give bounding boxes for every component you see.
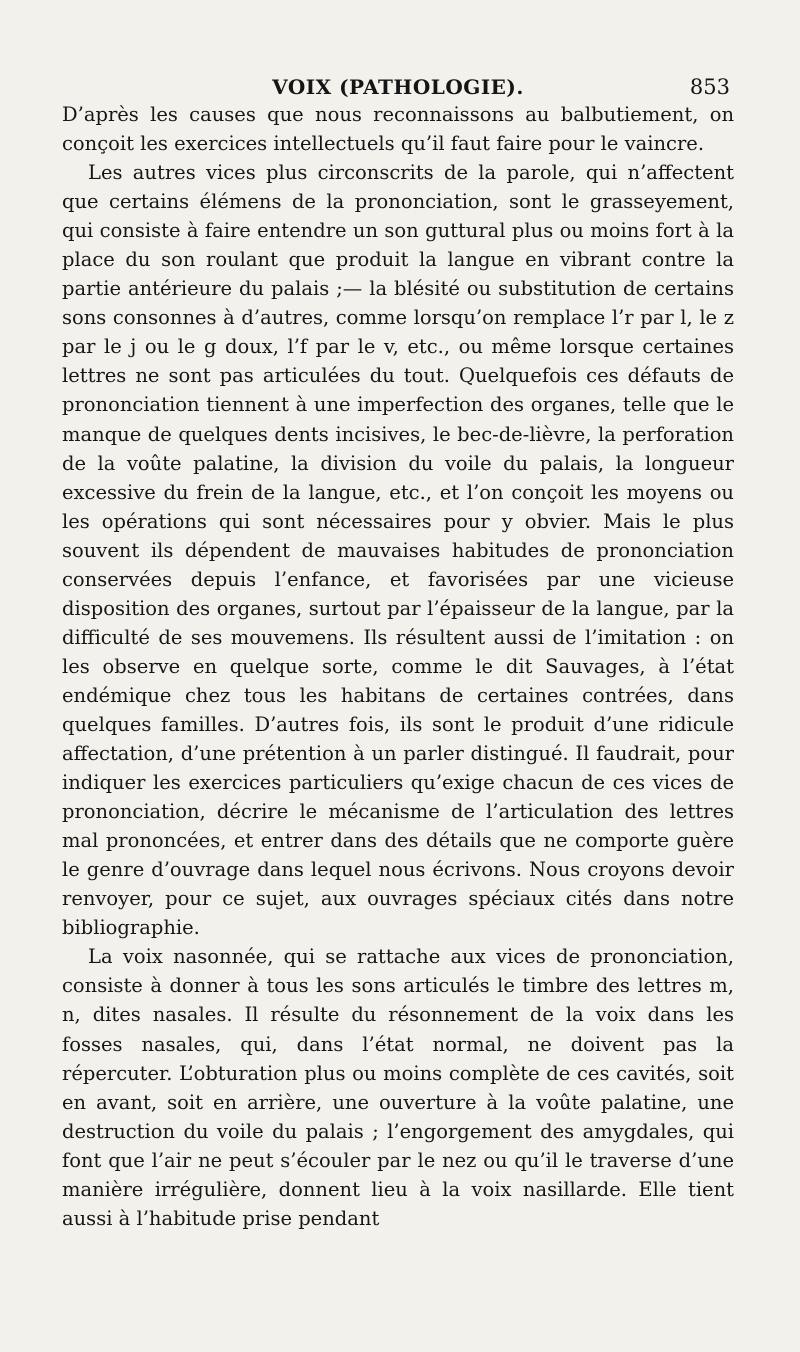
running-title: VOIX (PATHOLOGIE). — [272, 75, 524, 99]
paragraph-1: D’après les causes que nous reconnaissons au balbutiement, on conçoit les exercices intellectuels qu’il faut faire pour le vaincre. — [62, 103, 734, 156]
page-number: 853 — [689, 75, 730, 99]
paragraph-2: Les autres vices plus circonscrits de la parole, qui n’affectent que certains élémens de la prononciation, sont le grasseyement, qui consiste à faire entendre un son guttural plus ou moins fort à la place du son roulant que produit la langue en vibrant contre la partie antérieure du palais ;— la blésité ou substitution de certains sons consonnes à d’autres, comme lorsqu’on remplace l’r par l, le z par le j ou le g doux, l’f par le v, etc., ou même lorsque certaines lettres ne sont pas articulées du tout. Quelquefois ces défauts de prononciation tiennent à une imperfection des organes, telle que le manque de quelques dents incisives, le bec-de-lièvre, la perforation de la voûte palatine, la division du voile du palais, la longueur excessive du frein de la langue, etc., et l’on conçoit les moyens ou les opérations qui sont nécessaires pour y obvier. Mais le plus souvent ils dépendent de mauvaises habitudes de prononciation conservées depuis l’enfance, et favorisées par une vicieuse disposition des organes, surtout par l’épaisseur de la langue, par la difficulté de ses mouvemens. Ils résultent aussi de l’imitation : on les observe en quelque sorte, comme le dit Sauvages, à l’état endémique chez tous les habitans de certaines contrées, dans quelques familles. D’autres fois, ils sont le produit d’une ridicule affectation, d’une prétention à un parler distingué. Il faudrait, pour indiquer les exercices particuliers qu’exige chacun de ces vices de prononciation, décrire le mécanisme de l’articulation des lettres mal prononcées, et entrer dans des détails que ne comporte guère le genre d’ouvrage dans lequel nous écrivons. Nous croyons devoir renvoyer, pour ce sujet, aux ouvrages spéciaux cités dans notre bibliographie. — [62, 161, 734, 940]
paragraph-3: La voix nasonnée, qui se rattache aux vices de prononciation, consiste à donner à tous les sons articulés le timbre des lettres m, n, dites nasales. Il résulte du résonnement de la voix dans les fosses nasales, qui, dans l’état normal, ne doivent pas la répercuter. L’obturation plus ou moins complète de ces cavités, soit en avant, soit en arrière, une ouverture à la voûte palatine, une destruction du voile du palais ; l’engorgement des amygdales, qui font que l’air ne peut s’écouler par le nez ou qu’il le traverse d’une manière irrégulière, donnent lieu à la voix nasillarde. Elle tient aussi à l’habitude prise pendant — [62, 945, 734, 1230]
running-head — [62, 72, 734, 102]
body-text — [62, 100, 734, 1233]
